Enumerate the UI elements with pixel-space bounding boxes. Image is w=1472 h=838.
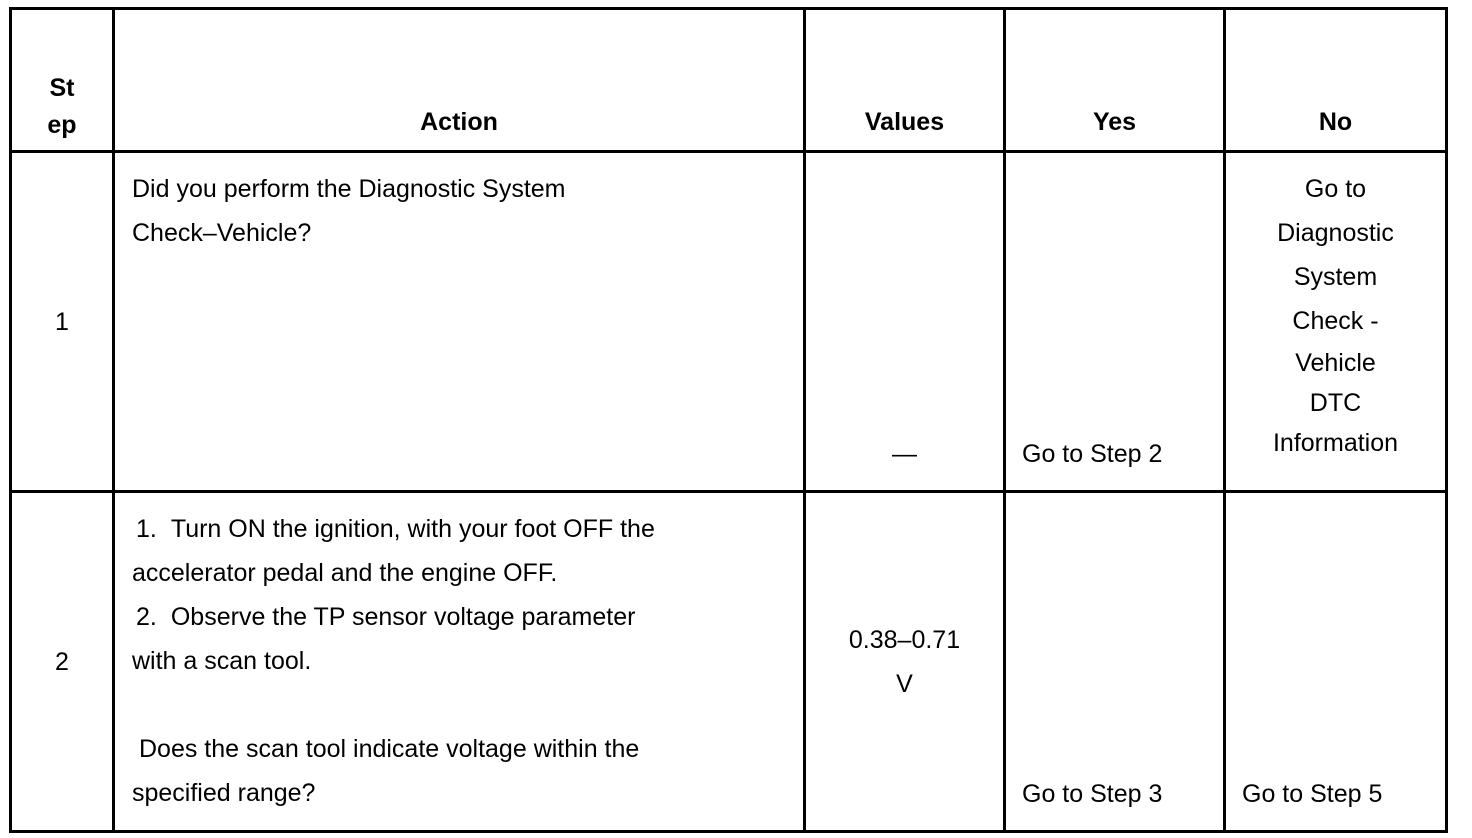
yes-cell bbox=[1005, 492, 1225, 832]
no-text: Go to Step 5 bbox=[1242, 780, 1383, 808]
no-line: Go to bbox=[1304, 175, 1367, 203]
header-no: No bbox=[1225, 9, 1447, 152]
no-cell bbox=[1225, 152, 1447, 492]
no-line: Diagnostic bbox=[1277, 219, 1394, 247]
value-line: 0.38–0.71 bbox=[848, 625, 961, 654]
table-row bbox=[11, 492, 1447, 832]
yes-text: Go to Step 3 bbox=[1022, 780, 1163, 808]
action-line: Did you perform the Diagnostic System bbox=[132, 175, 566, 203]
table-row bbox=[11, 152, 1447, 492]
action-line: with a scan tool. bbox=[132, 647, 312, 675]
step-number: 2 bbox=[11, 492, 114, 832]
no-cell bbox=[1225, 492, 1447, 832]
action-cell bbox=[114, 152, 805, 492]
value-cell bbox=[805, 492, 1005, 832]
header-yes: Yes bbox=[1005, 9, 1225, 152]
action-list-item bbox=[132, 595, 803, 639]
no-line: Vehicle bbox=[1295, 349, 1376, 377]
no-line: System bbox=[1293, 263, 1378, 291]
action-question-line: Does the scan tool indicate voltage within the bbox=[139, 735, 640, 763]
action-line: Observe the TP sensor voltage parameter bbox=[170, 603, 636, 631]
action-line: Turn ON the ignition, with your foot OFF the bbox=[170, 515, 655, 543]
value-line: V bbox=[896, 669, 913, 698]
action-cell bbox=[114, 492, 805, 832]
value-text: — bbox=[892, 440, 917, 468]
step-number: 1 bbox=[11, 152, 114, 492]
header-action: Action bbox=[114, 9, 805, 152]
action-line: Check–Vehicle? bbox=[132, 219, 312, 247]
header-step bbox=[11, 9, 114, 152]
header-step-line-2: ep bbox=[47, 111, 77, 139]
no-line: Check - bbox=[1292, 307, 1379, 335]
yes-text: Go to Step 2 bbox=[1022, 440, 1163, 468]
action-line: accelerator pedal and the engine OFF. bbox=[132, 559, 558, 587]
spacer bbox=[132, 683, 803, 727]
list-number: 2. bbox=[136, 603, 157, 631]
action-list-item bbox=[132, 507, 803, 551]
header-step-line-1: St bbox=[49, 74, 75, 102]
value-cell bbox=[805, 152, 1005, 492]
list-number: 1. bbox=[136, 515, 157, 543]
action-question-line: specified range? bbox=[132, 779, 316, 807]
header-row bbox=[11, 9, 1447, 152]
yes-cell bbox=[1005, 152, 1225, 492]
diagnostic-table bbox=[9, 7, 1448, 833]
no-line: DTC bbox=[1309, 389, 1362, 417]
no-line: Information bbox=[1272, 429, 1399, 457]
header-values: Values bbox=[805, 9, 1005, 152]
